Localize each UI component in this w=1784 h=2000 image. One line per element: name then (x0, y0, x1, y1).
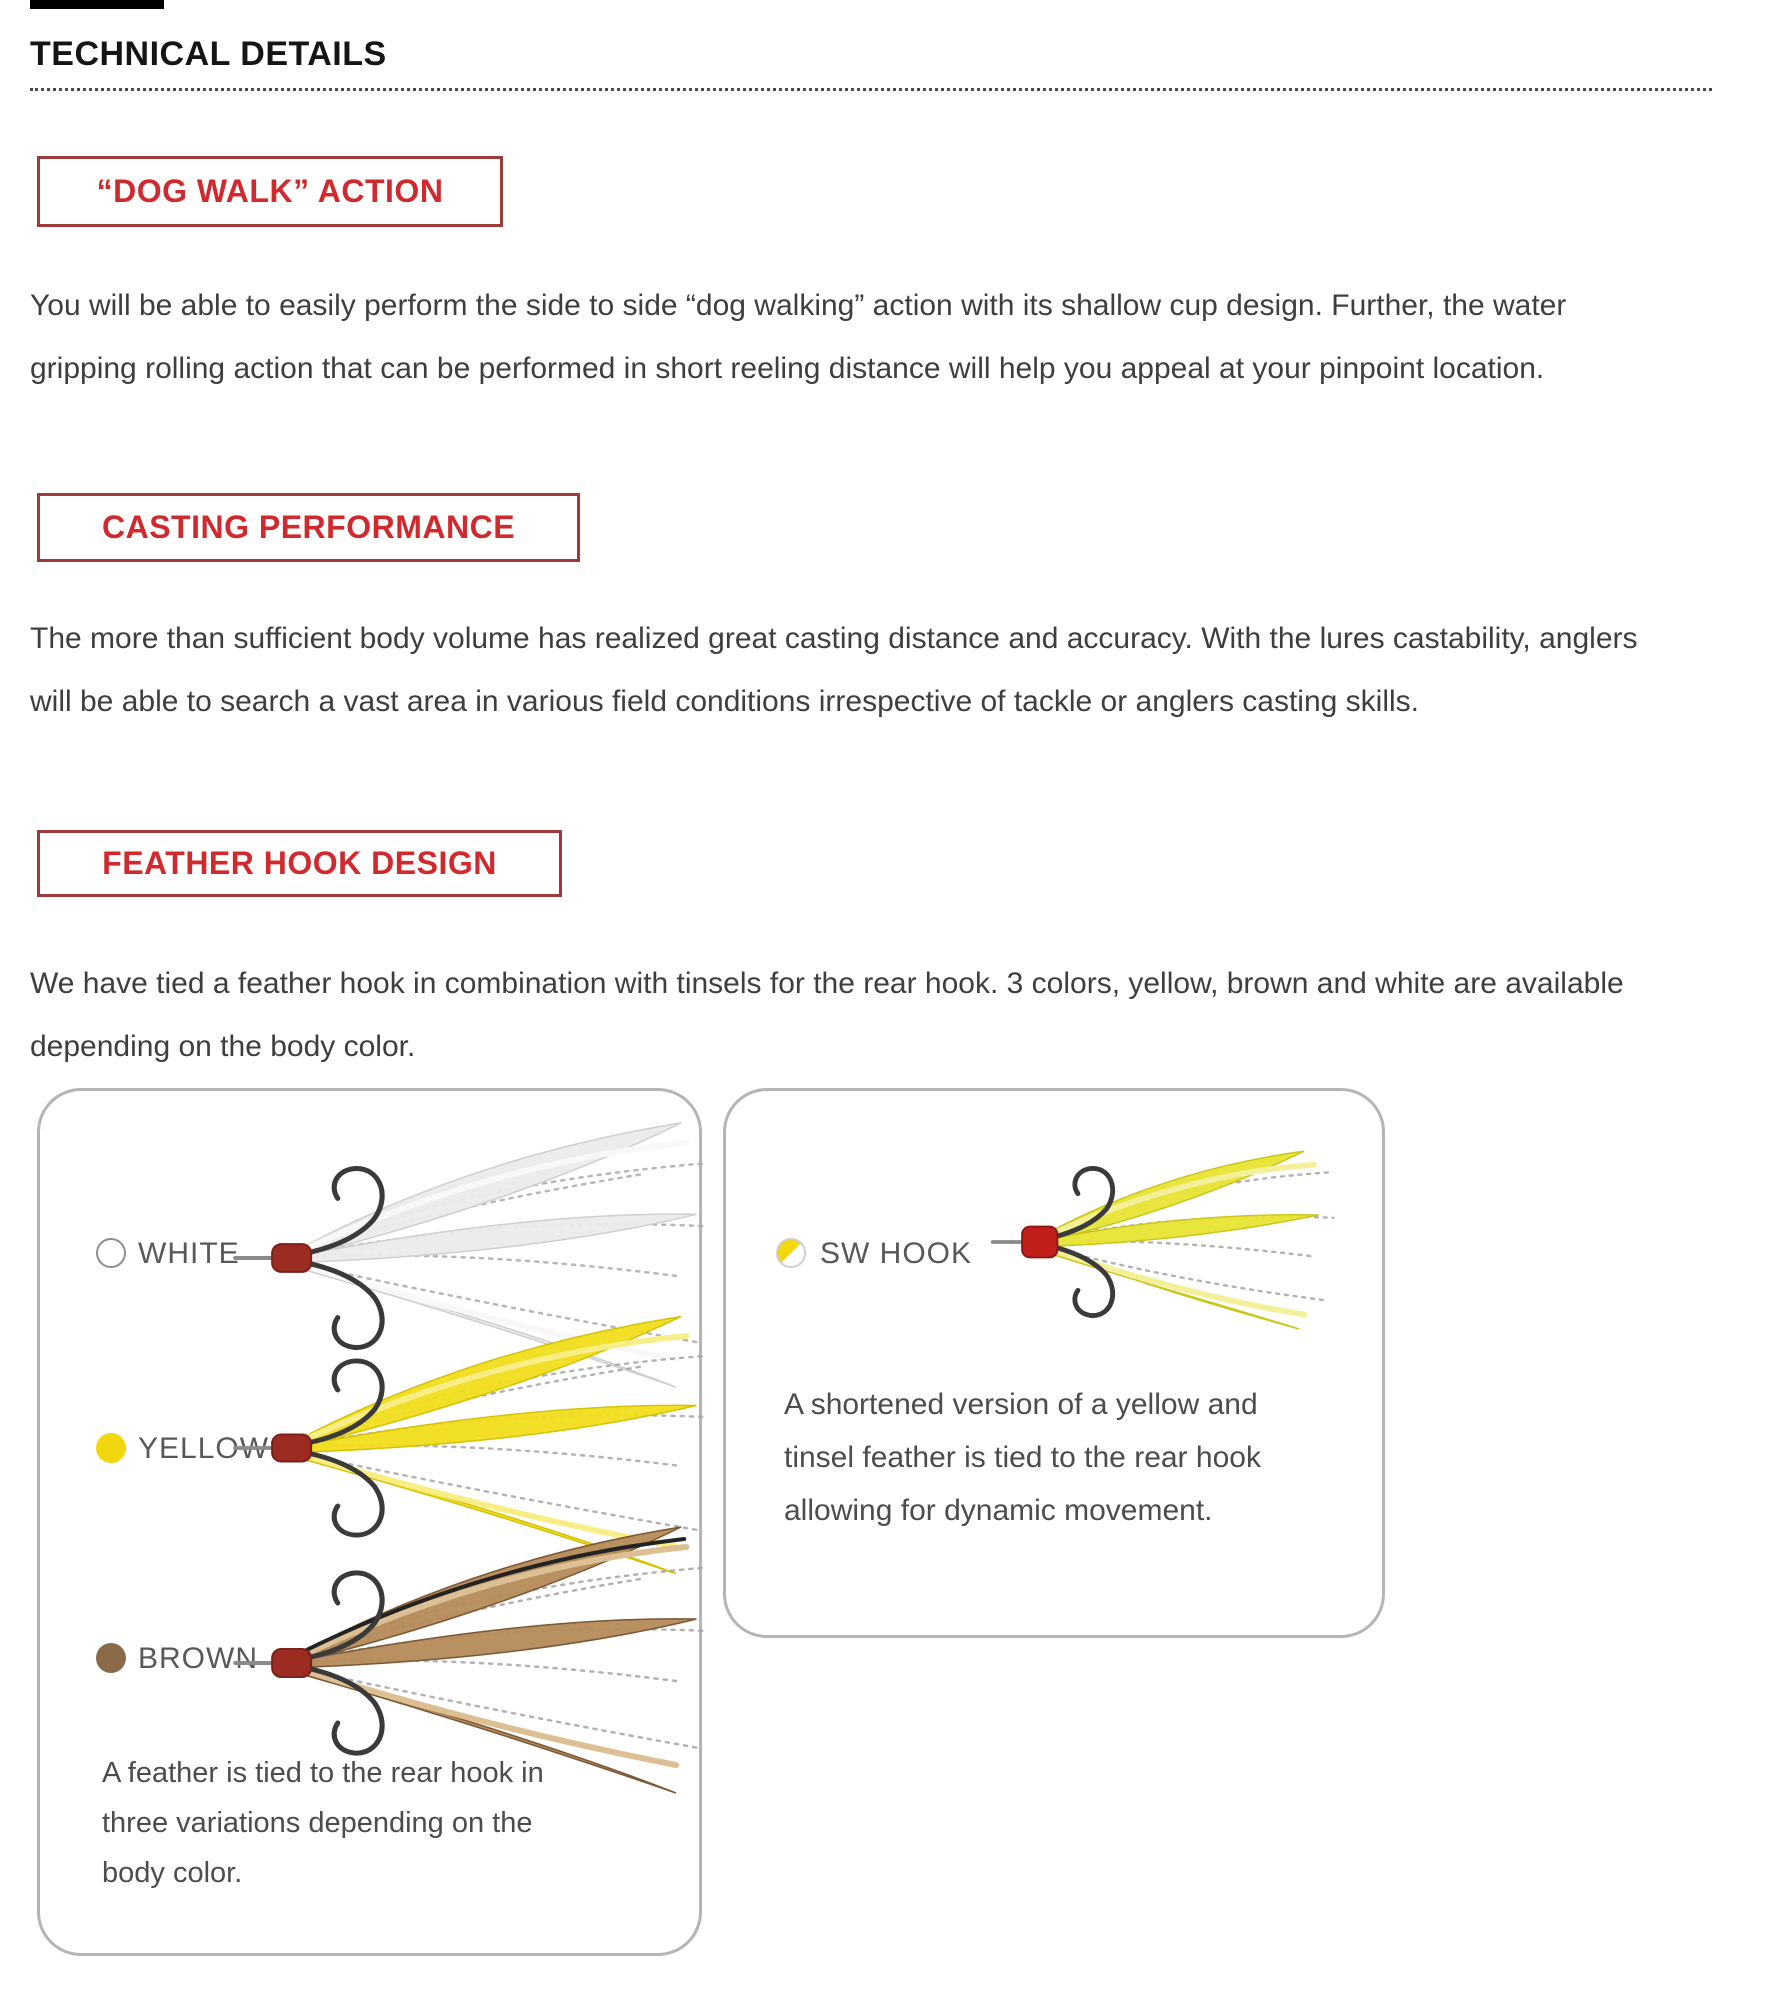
page-title: TECHNICAL DETAILS (30, 34, 387, 73)
sw-feather-hook-image (981, 1126, 1353, 1358)
section-heading-casting-performance (37, 493, 580, 562)
section-heading-label: FEATHER HOOK DESIGN (102, 845, 497, 881)
white-swatch-icon (96, 1238, 126, 1268)
section-heading-label: CASTING PERFORMANCE (101, 509, 516, 545)
sw-hook-label: SW HOOK (820, 1237, 973, 1270)
section-heading-label: “DOG WALK” ACTION (96, 173, 444, 209)
section-body-dog-walk-action: You will be able to easily perform the side to side “dog walking” action with its shallow cup design. Further, the water gripping rolling action that can be performed in short reeling distance will help you appeal at your pinpoint location. (30, 289, 1567, 385)
section-body-casting-performance: The more than sufficient body volume has realized great casting distance and accuracy. With the lures castability, anglers will be able to search a vast area in various field conditions irrespective of tackle or anglers casting skills. (30, 622, 1638, 718)
section-heading-feather-hook-design (37, 830, 562, 897)
sw-hook-card (723, 1088, 1385, 1638)
previous-section-fragment (30, 0, 164, 9)
brown-variant-label: BROWN (138, 1642, 258, 1675)
white-variant-label: WHITE (138, 1237, 240, 1270)
feather-variants-card (37, 1088, 702, 1956)
yellow-variant-label: YELLOW (138, 1432, 270, 1465)
section-heading-dog-walk-action (37, 156, 503, 227)
yellow-swatch-icon (96, 1433, 126, 1463)
dotted-divider (30, 60, 1712, 91)
section-body-feather-hook-design: We have tied a feather hook in combination with tinsels for the rear hook. 3 colors, yellow, brown and white are available depending on the body color. (30, 967, 1624, 1063)
sw-hook-caption: A shortened version of a yellow and tinsel feather is tied to the rear hook allowing for dynamic movement. (784, 1388, 1261, 1527)
brown-swatch-icon (96, 1643, 126, 1673)
sw-hook-swatch-icon (776, 1238, 806, 1268)
feather-variants-caption: A feather is tied to the rear hook in three variations depending on the body color. (102, 1757, 544, 1889)
